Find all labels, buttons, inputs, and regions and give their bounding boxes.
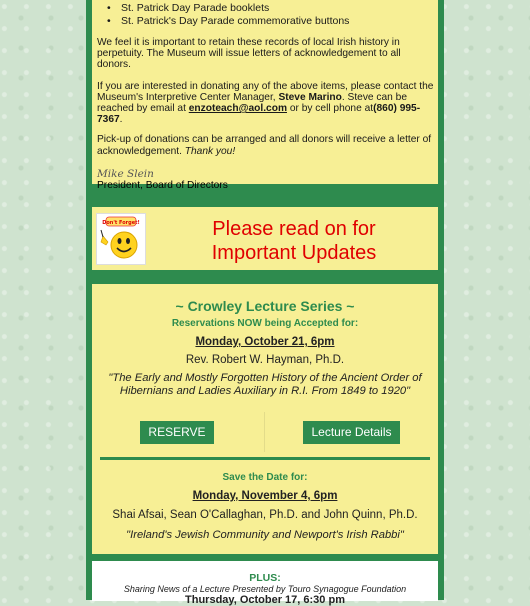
- pickup-paragraph: Pick-up of donations can be arranged and all donors will receive a letter of acknowledgement. Thank you!: [97, 134, 432, 157]
- contact-paragraph: If you are interested in donating any of the above items, please contact the Museum's Interpretive Center Manager, Steve Marino. Steve can be reached by email at enzoteach@aol.com or by cell phone at(860) 995-7367.: [97, 80, 434, 126]
- plus-panel: [92, 561, 438, 606]
- important-updates-heading: Please read on for Important Updates: [211, 218, 377, 264]
- save-date-heading: Save the Date for:: [222, 472, 308, 483]
- donation-items-list: [97, 2, 434, 28]
- reserve-button[interactable]: RESERVE: [140, 421, 214, 444]
- list-item: • St. Patrick's Day Parade commemorative buttons: [121, 15, 434, 28]
- email-link[interactable]: enzoteach@aol.com: [188, 103, 287, 115]
- section-divider: [100, 457, 430, 460]
- button-divider: [264, 412, 265, 452]
- newsletter-email: [86, 0, 444, 606]
- badge-text: Don't Forget!: [102, 220, 140, 226]
- plus-subtitle: Sharing News of a Lecture Presented by Touro Synagogue Foundation: [123, 584, 407, 594]
- signature-title: President, Board of Directors: [97, 179, 228, 191]
- contact-name: Steve Marino: [278, 91, 342, 103]
- lecture-series-title: ~ Crowley Lecture Series ~: [175, 298, 355, 314]
- list-item: • St. Patrick Day Parade booklets: [121, 2, 434, 15]
- updates-banner: [92, 207, 438, 270]
- lecture-date-2: Monday, November 4, 6pm: [192, 490, 338, 502]
- lecture-series-panel: [92, 284, 438, 554]
- lecture-date-1: Monday, October 21, 6pm: [195, 336, 335, 348]
- lecture-speaker-1: Rev. Robert W. Hayman, Ph.D.: [185, 354, 345, 366]
- lecture-details-button[interactable]: Lecture Details: [303, 421, 400, 444]
- lecture-title-1: "The Early and Mostly Forgotten History of the Ancient Order of Hibernians and Ladies Auxiliary in R.I. From 1849 to 1920": [108, 372, 422, 397]
- lecture-title-2: "Ireland's Jewish Community and Newport's Irish Rabbi": [126, 529, 404, 541]
- signature: Mike Slein: [97, 167, 154, 180]
- retain-records-paragraph: We feel it is important to retain these records of local Irish history in perpetuity. The Museum will issue letters of acknowledgement to all donors.: [97, 37, 401, 71]
- reservations-heading: Reservations NOW being Accepted for:: [171, 318, 359, 329]
- donation-panel: [92, 0, 438, 191]
- dont-forget-emoji-icon: [96, 213, 146, 265]
- phone-number: (860) 995-7367: [97, 103, 421, 126]
- plus-date: Thursday, October 17, 6:30 pm: [185, 594, 345, 606]
- plus-heading: PLUS:: [249, 572, 281, 584]
- lecture-speaker-2: Shai Afsai, Sean O'Callaghan, Ph.D. and John Quinn, Ph.D.: [112, 509, 418, 521]
